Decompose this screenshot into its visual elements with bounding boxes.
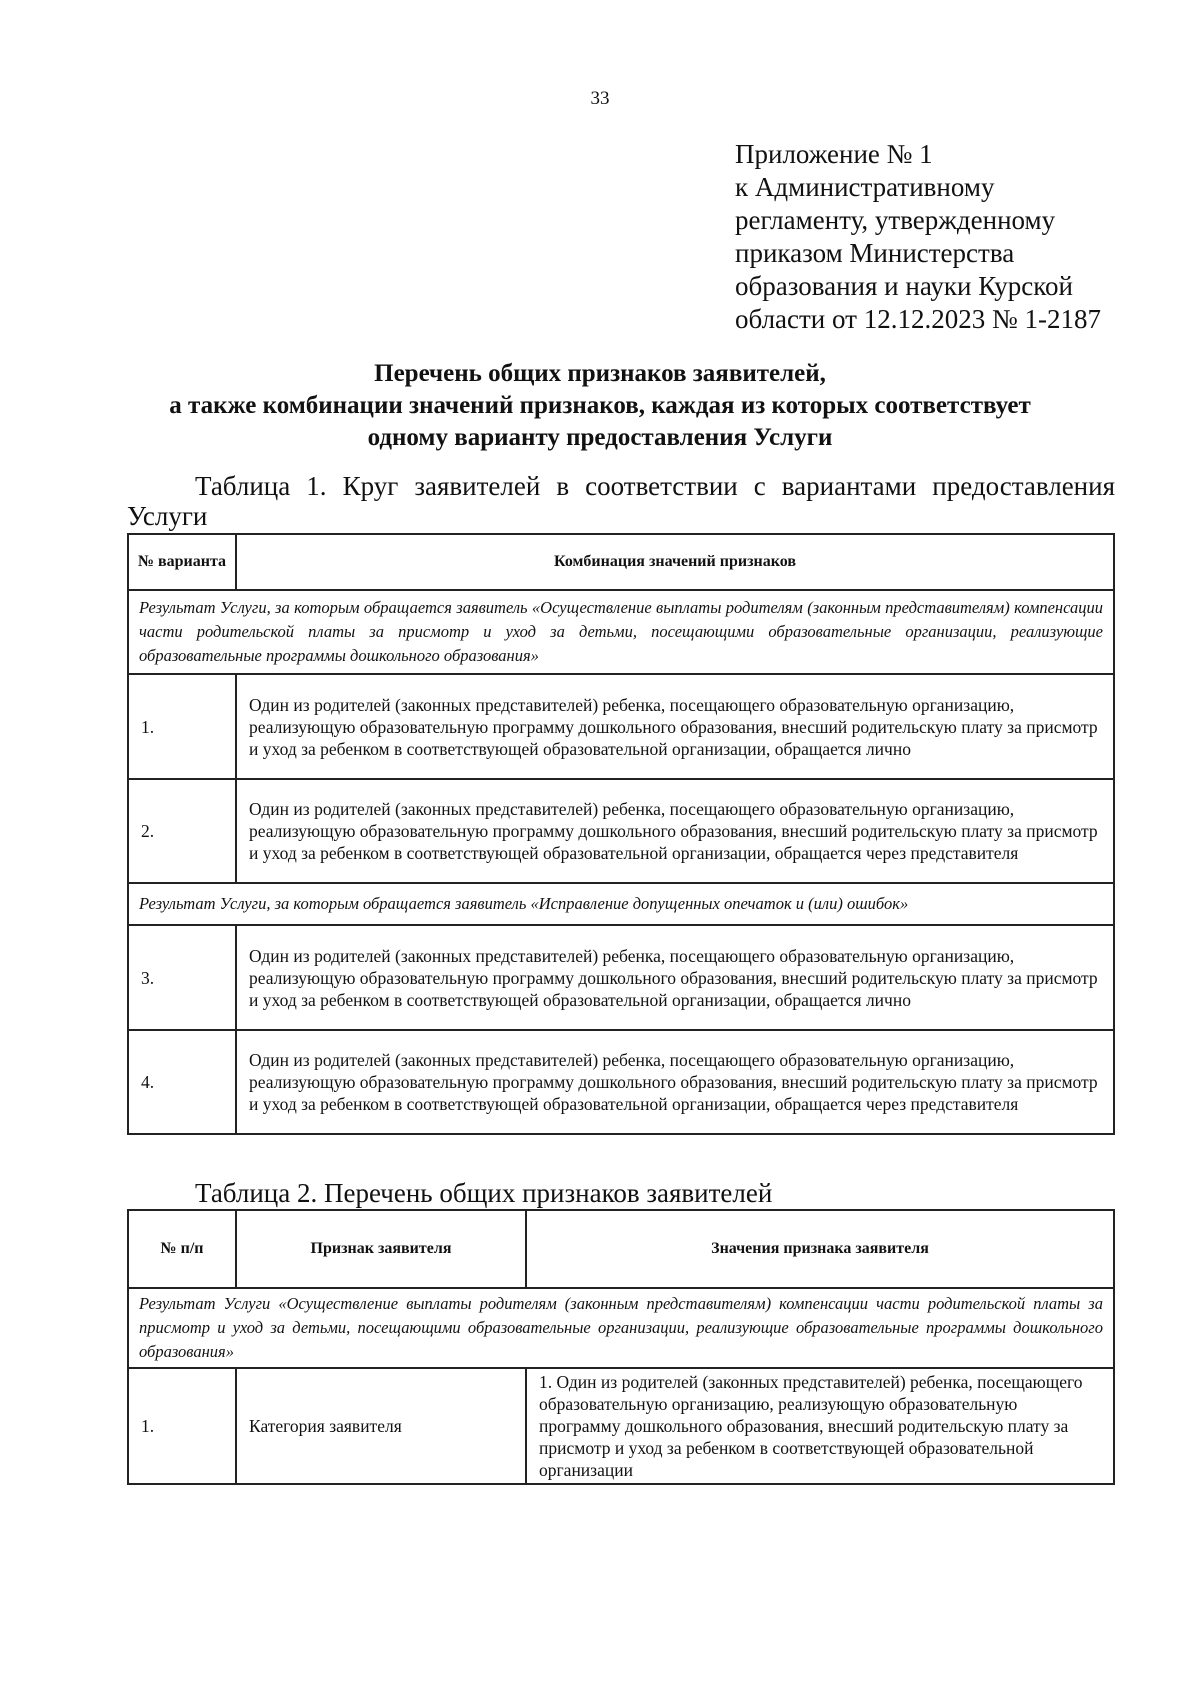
page-number: 33 — [590, 88, 610, 109]
appendix-line: регламенту, утвержденному — [735, 205, 1056, 235]
document-title — [0, 358, 1200, 454]
sign-name: Категория заявителя — [236, 1368, 526, 1484]
variant-description: Один из родителей (законных представителей) ребенка, посещающего образовательную организацию, реализующую образовательную программу дошкольного образования, внесший родительскую плату за присмотр и уход за ребенком в соответствующей образовательной организации, обращается через представителя — [236, 779, 1114, 883]
title-line: одному варианту предоставления Услуги — [367, 424, 833, 451]
title-line: Перечень общих признаков заявителей, — [374, 360, 826, 387]
variant-number: 1. — [128, 674, 236, 779]
appendix-line: Приложение № 1 — [735, 139, 933, 169]
table1-group-result-correction: Результат Услуги, за которым обращается заявитель «Исправление допущенных опечаток и (или) ошибок» — [128, 883, 1114, 925]
appendix-line: к Административному — [735, 172, 995, 202]
table-row — [128, 925, 1114, 1030]
table1-header-number: № варианта — [128, 534, 236, 590]
table1-header-combination: Комбинация значений признаков — [236, 534, 1114, 590]
table2-header-number: № п/п — [128, 1210, 236, 1288]
appendix-line: области от 12.12.2023 № 1-2187 — [735, 304, 1101, 334]
table-row — [128, 1030, 1114, 1134]
sign-value: 1. Один из родителей (законных представителей) ребенка, посещающего образовательную организацию, реализующую образовательную программу дошкольного образования, внесший родительскую плату за присмотр и уход за ребенком в соответствующей образовательной организации — [526, 1368, 1114, 1484]
variant-number: 2. — [128, 779, 236, 883]
table2-caption: Таблица 2. Перечень общих признаков заявителей — [195, 1178, 773, 1208]
appendix-note — [735, 138, 1135, 336]
table2-group-result-payment: Результат Услуги «Осуществление выплаты родителям (законным представителям) компенсации части родительской платы за присмотр и уход за детьми, посещающими образовательные организации, реализующие образовательные программы дошкольного образования» — [128, 1288, 1114, 1368]
table-applicant-variants — [127, 533, 1115, 1135]
table1-caption: Таблица 1. Круг заявителей в соответствии с вариантами предоставления Услуги — [127, 471, 1115, 531]
table-row — [128, 674, 1114, 779]
variant-description: Один из родителей (законных представителей) ребенка, посещающего образовательную организацию, реализующую образовательную программу дошкольного образования, внесший родительскую плату за присмотр и уход за ребенком в соответствующей образовательной организации, обращается через представителя — [236, 1030, 1114, 1134]
sign-number: 1. — [128, 1368, 236, 1484]
table-applicant-signs — [127, 1209, 1115, 1485]
appendix-line: образования и науки Курской — [735, 271, 1073, 301]
table2-header-values: Значения признака заявителя — [526, 1210, 1114, 1288]
variant-number: 3. — [128, 925, 236, 1030]
title-line: а также комбинации значений признаков, каждая из которых соответствует — [169, 392, 1031, 419]
table-row — [128, 1368, 1114, 1484]
table2-header-sign: Признак заявителя — [236, 1210, 526, 1288]
variant-number: 4. — [128, 1030, 236, 1134]
table-row — [128, 779, 1114, 883]
table1-group-result-payment: Результат Услуги, за которым обращается заявитель «Осуществление выплаты родителям (законным представителям) компенсации части родительской платы за присмотр и уход за детьми, посещающими образовательные организации, реализующие образовательные программы дошкольного образования» — [128, 590, 1114, 674]
appendix-line: приказом Министерства — [735, 238, 1015, 268]
variant-description: Один из родителей (законных представителей) ребенка, посещающего образовательную организацию, реализующую образовательную программу дошкольного образования, внесший родительскую плату за присмотр и уход за ребенком в соответствующей образовательной организации, обращается лично — [236, 674, 1114, 779]
variant-description: Один из родителей (законных представителей) ребенка, посещающего образовательную организацию, реализующую образовательную программу дошкольного образования, внесший родительскую плату за присмотр и уход за ребенком в соответствующей образовательной организации, обращается лично — [236, 925, 1114, 1030]
